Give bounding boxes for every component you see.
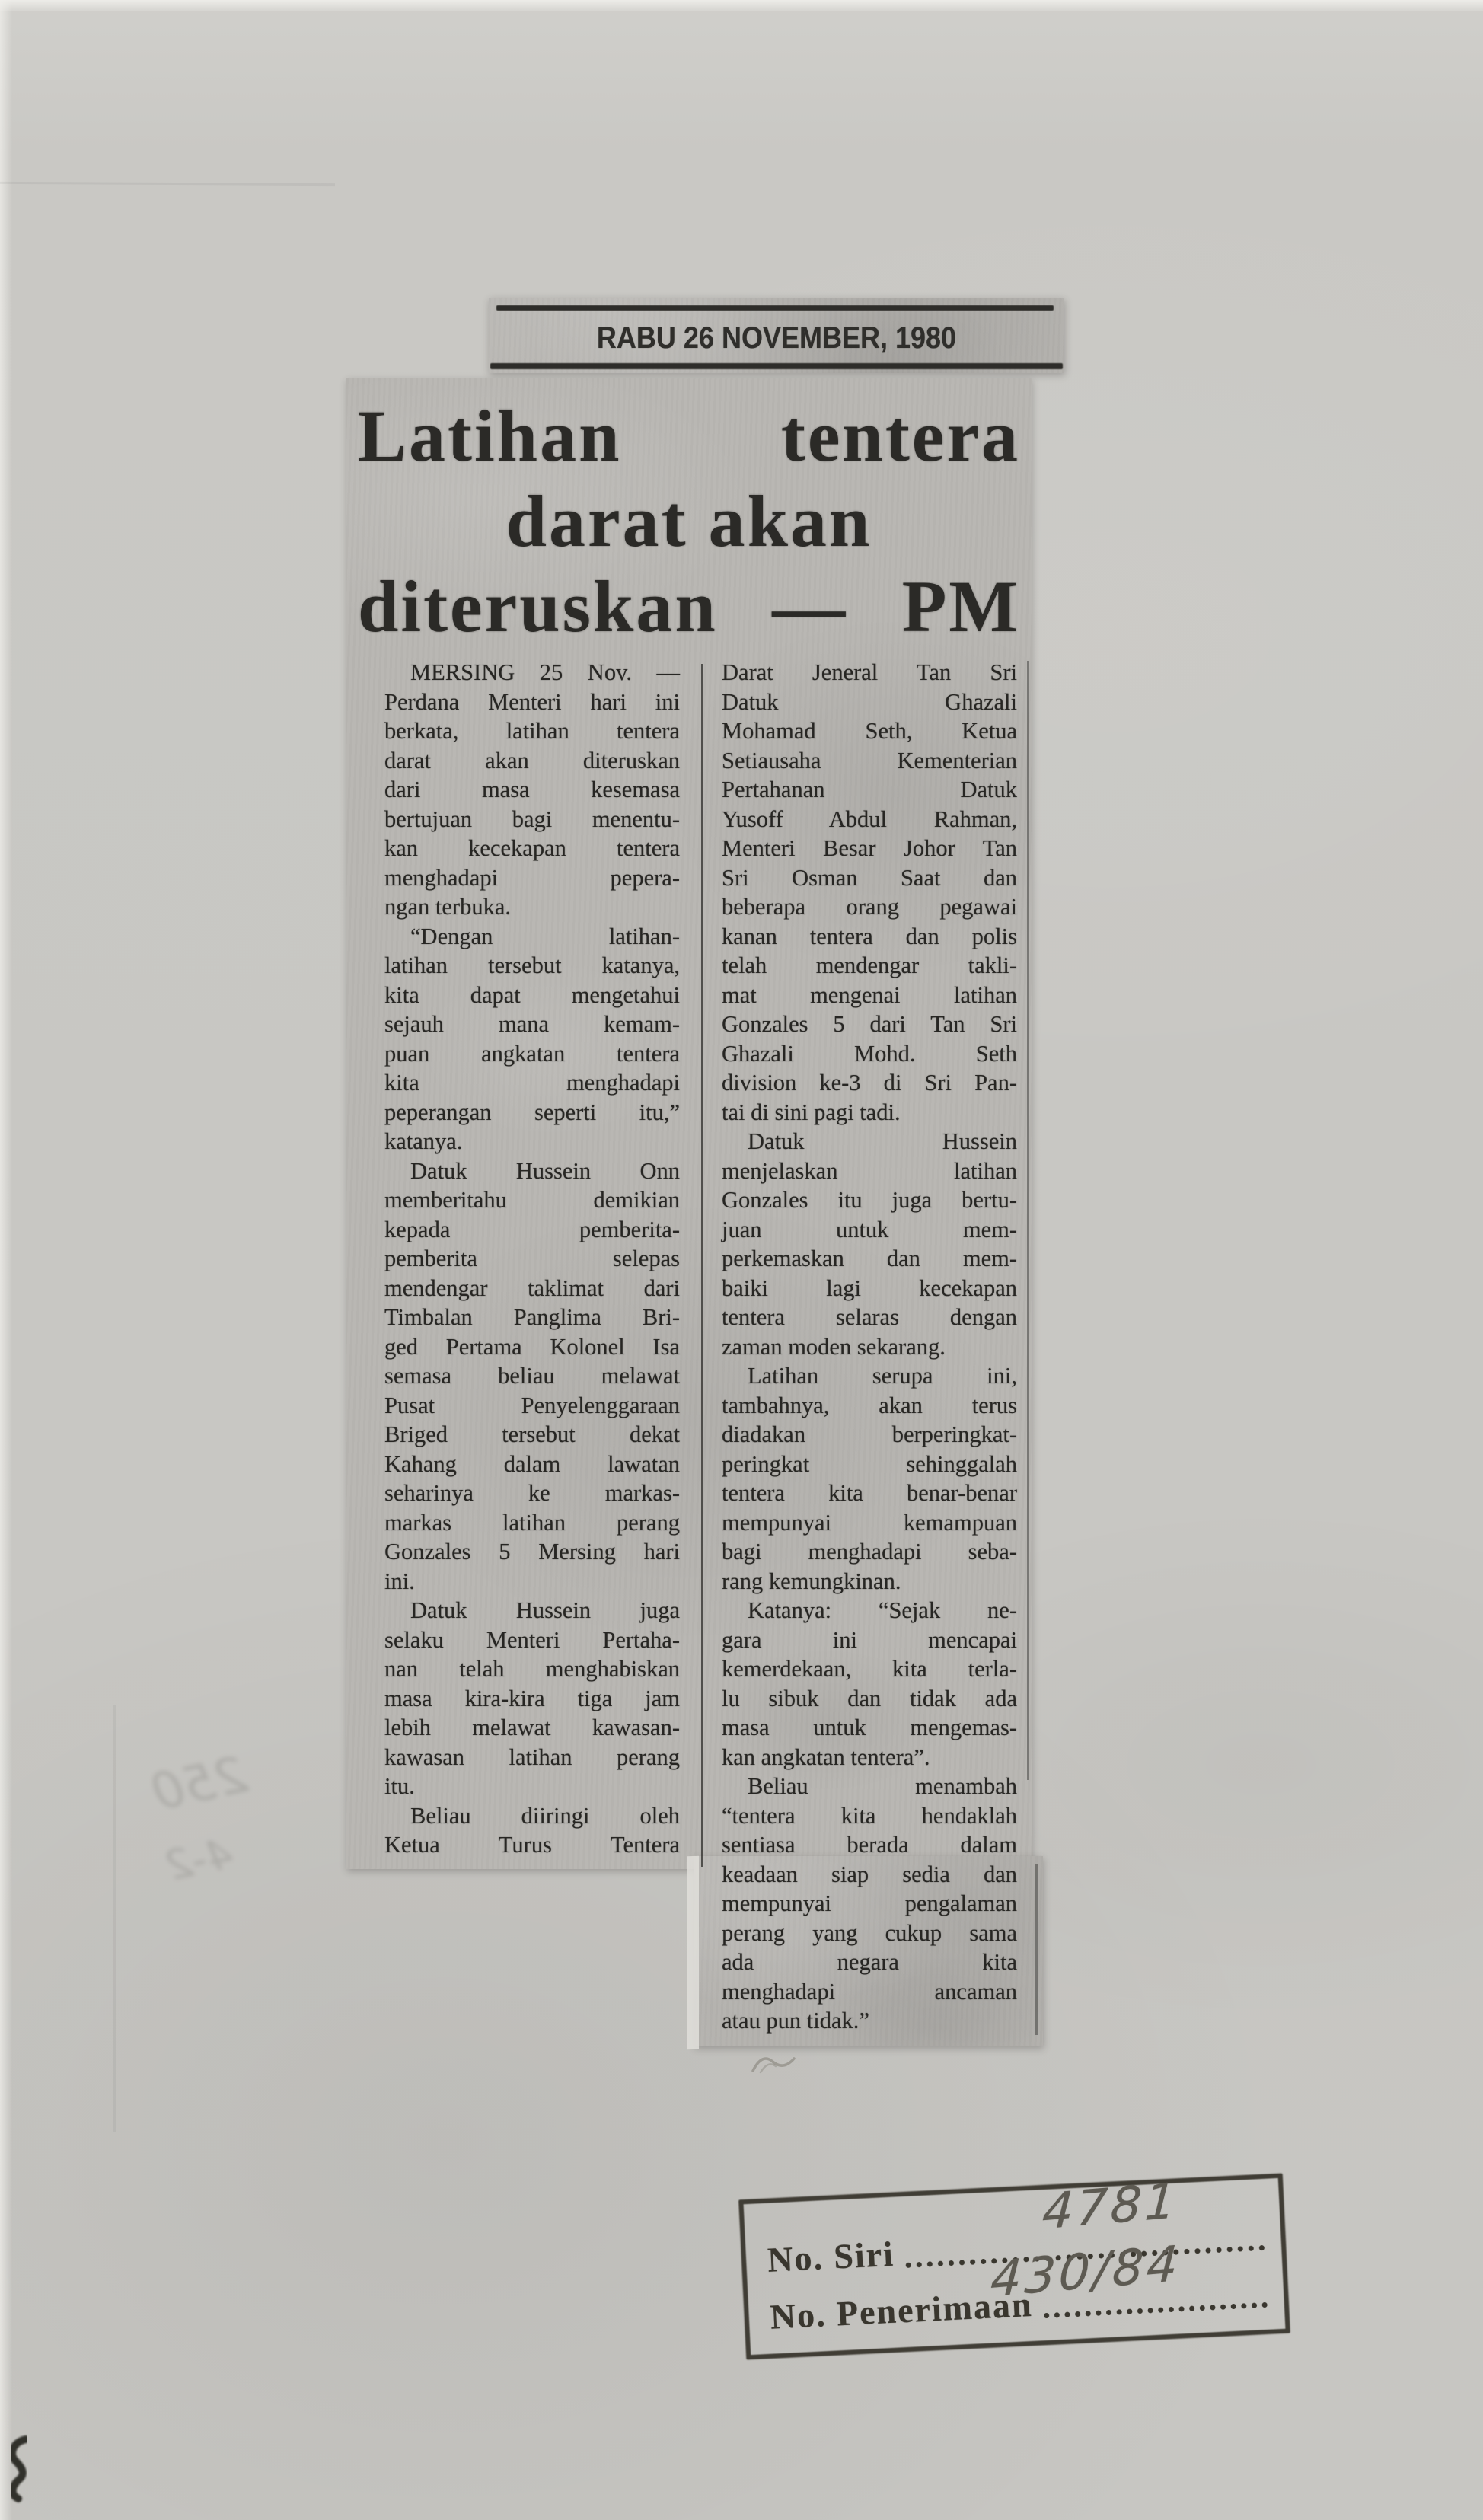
body-line: sentiasa berada dalam [722, 1832, 1017, 1858]
body-line: Datuk Ghazali [722, 688, 1017, 715]
ghost-mark: 4-2 [161, 1829, 238, 1890]
headline-line: Latihan tentera [358, 395, 1020, 477]
headline-line: darat akan [505, 480, 872, 562]
ghost-ink-bleed [17, 1745, 285, 2001]
body-line: masa untuk mengemas- [722, 1715, 1017, 1740]
body-line: Mohamad Seth, Ketua [722, 718, 1017, 744]
body-line: Datuk Hussein juga [410, 1597, 680, 1623]
body-line: atau pun tidak.” [722, 2008, 869, 2034]
body-line: mat mengenai latihan [722, 981, 1017, 1008]
body-line: tentera selaras dengan [722, 1304, 1017, 1330]
scan-edge-left [0, 0, 12, 2520]
body-line: Datuk Hussein [748, 1128, 1017, 1154]
body-line: masa kira-kira tiga jam [384, 1685, 680, 1711]
body-line: Beliau diiringi oleh [410, 1802, 680, 1829]
body-line: Ketua Turus Tentera [384, 1832, 680, 1858]
article-column-left [384, 658, 680, 1860]
body-line: dari masa kesemasa [384, 777, 680, 802]
headline [358, 397, 1020, 652]
strip-rule-bottom [490, 363, 1063, 369]
body-line: keadaan siap sedia dan [722, 1861, 1017, 1887]
body-line: latihan tersebut katanya, [384, 952, 680, 978]
body-line: diadakan berperingkat- [722, 1421, 1017, 1447]
body-line: semasa beliau melawat [384, 1363, 680, 1389]
body-line: beberapa orang pegawai [722, 894, 1017, 920]
body-line: menghadapi ancaman [722, 1978, 1017, 2005]
newspaper-date-strip [489, 298, 1064, 373]
body-line: Perdana Menteri hari ini [384, 688, 680, 715]
body-line: lebih melawat kawasan- [384, 1715, 680, 1740]
body-line: katanya. [384, 1128, 463, 1154]
body-line: ngan terbuka. [384, 894, 511, 920]
body-line: mempunyai kemampuan [722, 1509, 1017, 1536]
paper-crease-horizontal [0, 182, 335, 186]
body-line: peringkat sehinggalah [722, 1450, 1017, 1477]
body-line: rang kemungkinan. [722, 1568, 901, 1594]
body-line: tai di sini pagi tadi. [722, 1099, 901, 1125]
body-line: selaku Menteri Pertaha- [384, 1626, 680, 1653]
body-line: mendengar taklimat dari [384, 1274, 680, 1301]
article-column-right [722, 658, 1017, 2036]
body-line: sejauh mana kemam- [384, 1011, 680, 1037]
body-line: perkemaskan dan mem- [722, 1246, 1017, 1271]
body-line: Sri Osman Saat dan [722, 864, 1017, 891]
pencil-squiggle [750, 2049, 803, 2076]
body-line: peperangan seperti itu,” [384, 1099, 680, 1125]
body-line: markas latihan perang [384, 1509, 680, 1536]
stamp-penerimaan-label: No. Penerimaan [769, 2284, 1034, 2337]
body-line: pemberita selepas [384, 1246, 680, 1271]
body-line: zaman moden sekarang. [722, 1333, 946, 1360]
body-line: Ghazali Mohd. Seth [722, 1040, 1017, 1067]
registration-stamp [738, 2174, 1290, 2360]
body-line: Katanya: “Sejak ne- [748, 1597, 1017, 1623]
body-line: Menteri Besar Johor Tan [722, 835, 1017, 861]
body-line: division ke-3 di Sri Pan- [722, 1070, 1017, 1096]
body-line: Pusat Penyelenggaraan [384, 1392, 680, 1418]
body-line: Latihan serupa ini, [748, 1363, 1017, 1389]
body-line: menjelaskan latihan [722, 1157, 1017, 1184]
body-line: nan telah menghabiskan [384, 1656, 680, 1682]
clipping-right-edge [1027, 661, 1029, 1780]
body-line: darat akan diteruskan [384, 747, 680, 774]
body-line: Darat Jeneral Tan Sri [722, 659, 1017, 685]
body-line: ada negara kita [722, 1949, 1017, 1975]
body-line: kawasan latihan perang [384, 1743, 680, 1770]
body-line: telah mendengar takli- [722, 952, 1017, 978]
body-line: Setiausaha Kementerian [722, 747, 1017, 774]
body-line: kan kecekapan tentera [384, 835, 680, 861]
body-line: Kahang dalam lawatan [384, 1450, 680, 1477]
body-line: menghadapi pepera- [384, 864, 680, 891]
body-line: “Dengan latihan- [410, 923, 680, 949]
body-line: Pertahanan Datuk [722, 777, 1017, 802]
stamp-penerimaan-value: 430/84 [989, 2235, 1182, 2309]
body-line: bagi menghadapi seba- [722, 1539, 1017, 1565]
stamp-siri-label: No. Siri [766, 2234, 896, 2279]
body-line: kemerdekaan, kita terla- [722, 1656, 1017, 1682]
strip-rule-top [496, 305, 1054, 311]
body-line: Gonzales 5 dari Tan Sri [722, 1011, 1017, 1037]
body-line: baiki lagi kecekapan [722, 1274, 1017, 1301]
body-line: Beliau menambah [748, 1773, 1017, 1799]
body-line: itu. [384, 1773, 415, 1799]
body-line: ged Pertama Kolonel Isa [384, 1333, 680, 1360]
body-line: kanan tentera dan polis [722, 923, 1017, 949]
body-line: Gonzales itu juga bertu- [722, 1187, 1017, 1213]
body-line: kita dapat mengetahui [384, 981, 680, 1008]
column-divider [701, 664, 703, 1867]
body-line: tentera kita benar-benar [722, 1480, 1017, 1506]
body-line: bertujuan bagi menentu- [384, 805, 680, 832]
body-line: berkata, latihan tentera [384, 718, 680, 744]
body-line: kita menghadapi [384, 1070, 680, 1096]
body-line: memberitahu demikian [384, 1187, 680, 1213]
body-line: Datuk Hussein Onn [410, 1157, 680, 1184]
body-line: tambahnya, akan terus [722, 1392, 1017, 1418]
body-line: kan angkatan tentera”. [722, 1743, 930, 1770]
body-line: puan angkatan tentera [384, 1040, 680, 1067]
scan-edge-top [0, 0, 1483, 11]
body-line: gara ini mencapai [722, 1626, 1017, 1653]
date-line: RABU 26 NOVEMBER, 1980 [596, 321, 957, 355]
body-line: Briged tersebut dekat [384, 1421, 680, 1447]
body-line: juan untuk mem- [722, 1216, 1017, 1242]
body-line: lu sibuk dan tidak ada [722, 1685, 1017, 1711]
body-line: mempunyai pengalaman [722, 1890, 1017, 1916]
body-line: Yusoff Abdul Rahman, [722, 805, 1017, 832]
headline-line: diteruskan — PM [358, 566, 1020, 647]
body-line: ini. [384, 1568, 415, 1594]
body-line: seharinya ke markas- [384, 1480, 680, 1506]
body-line: perang yang cukup sama [722, 1919, 1017, 1946]
body-line: “tentera kita hendaklah [722, 1802, 1017, 1829]
ink-blot [3, 2433, 40, 2506]
body-line: MERSING 25 Nov. — [410, 659, 680, 685]
stamp-siri-value: 4781 [1041, 2173, 1181, 2241]
body-line: kepada pemberita- [384, 1216, 680, 1242]
body-line: Gonzales 5 Mersing hari [384, 1539, 680, 1565]
continuation-right-edge [1035, 1864, 1038, 2035]
body-line: Timbalan Panglima Bri- [384, 1304, 680, 1330]
ghost-mark: 250 [146, 1744, 253, 1823]
